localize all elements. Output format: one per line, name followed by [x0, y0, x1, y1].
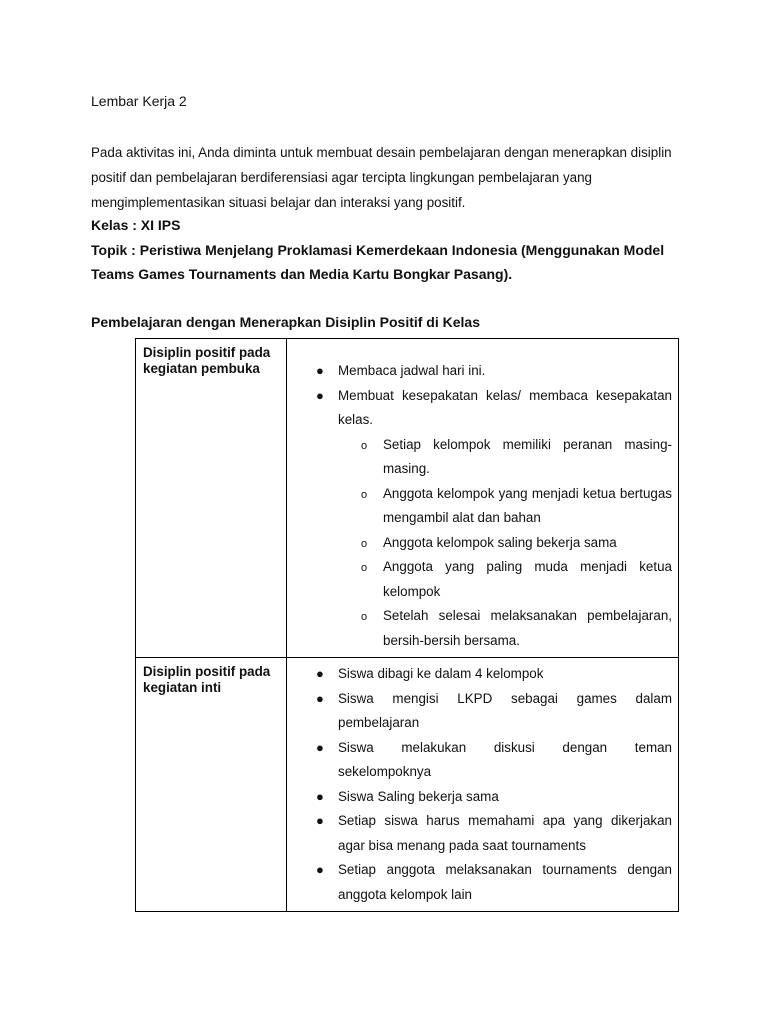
bullet-icon: ● — [316, 387, 324, 403]
section-title: Pembelajaran dengan Menerapkan Disiplin Positif di Kelas — [91, 314, 480, 330]
bullet-icon: ● — [316, 788, 324, 804]
circle-bullet-icon: o — [361, 611, 368, 623]
list-item-text: Membaca jadwal hari ini. — [338, 363, 486, 378]
list-item — [287, 687, 672, 736]
positive-discipline-table — [135, 338, 679, 912]
intro-paragraph — [91, 140, 691, 215]
list-item — [287, 662, 672, 687]
class-topic-block — [91, 213, 691, 287]
list-item-text: Setiap siswa harus memahami apa yang dikerjakan agar bisa menang pada saat tournaments — [338, 813, 672, 853]
table-row-opening — [136, 339, 679, 658]
row-label-opening: Disiplin positif pada kegiatan pembuka — [136, 339, 287, 658]
bullet-icon: ● — [316, 813, 324, 828]
list-item — [287, 809, 672, 858]
list-item-text: Siswa mengisi LKPD sebagai games dalam pembelajaran — [338, 690, 672, 730]
list-item — [287, 785, 672, 810]
list-item-text: Membuat kesepakatan kelas/ membaca kesepakatan kelas. — [338, 387, 672, 427]
row-label-core: Disiplin positif pada kegiatan inti — [136, 658, 287, 912]
sublist-item — [287, 531, 672, 556]
sublist-item-text: Anggota kelompok yang menjadi ketua bertugas mengambil alat dan bahan — [383, 485, 672, 525]
agreement-sublist — [338, 433, 672, 654]
row-content-opening — [287, 339, 679, 658]
sublist-item — [287, 555, 672, 604]
sublist-item-text: Setiap kelompok memiliki peranan masing-masing. — [383, 436, 672, 476]
bullet-icon: ● — [316, 363, 324, 378]
class-line: Kelas : XI IPS — [91, 217, 181, 233]
sublist-item-text: Anggota yang paling muda menjadi ketua kelompok — [383, 559, 672, 599]
sublist-item — [287, 604, 672, 653]
sublist-item-text: Anggota kelompok saling bekerja sama — [383, 534, 617, 550]
list-item-text: Setiap anggota melaksanakan tournaments dengan anggota kelompok lain — [338, 862, 672, 902]
list-item-text: Siswa Saling bekerja sama — [338, 788, 499, 804]
circle-bullet-icon: o — [361, 562, 368, 574]
list-item — [287, 736, 672, 785]
sublist-item — [287, 482, 672, 531]
list-item-text: Siswa dibagi ke dalam 4 kelompok — [338, 666, 544, 681]
bullet-icon: ● — [316, 690, 324, 706]
bullet-icon: ● — [316, 862, 324, 877]
circle-bullet-icon: o — [361, 537, 368, 550]
intro-text: Pada aktivitas ini, Anda diminta untuk membuat desain pembelajaran dengan menerapkan disiplin positif dan pembelajaran berdiferensiasi agar tercipta lingkungan pembelajaran yang mengimplementasikan situasi belajar dan interaksi yang positif. — [91, 145, 672, 210]
list-item — [287, 858, 672, 907]
topic-line: Topik : Peristiwa Menjelang Proklamasi Kemerdekaan Indonesia (Menggunakan Model Teams Games Tournaments dan Media Kartu Bongkar Pasang). — [91, 241, 665, 282]
bullet-icon: ● — [316, 739, 324, 755]
opening-list — [287, 339, 672, 653]
row-content-core — [287, 658, 679, 912]
list-item-text: Siswa melakukan diskusi dengan teman sekelompoknya — [338, 739, 672, 779]
sublist-item-text: Setelah selesai melaksanakan pembelajaran, bersih-bersih bersama. — [383, 608, 672, 648]
list-item — [287, 384, 672, 654]
sublist-item — [287, 433, 672, 482]
table-row-core — [136, 658, 679, 912]
worksheet-title: Lembar Kerja 2 — [91, 93, 187, 109]
circle-bullet-icon: o — [361, 439, 368, 452]
bullet-icon: ● — [316, 666, 324, 681]
list-item — [287, 359, 672, 384]
circle-bullet-icon: o — [361, 488, 368, 501]
core-list — [287, 658, 672, 907]
